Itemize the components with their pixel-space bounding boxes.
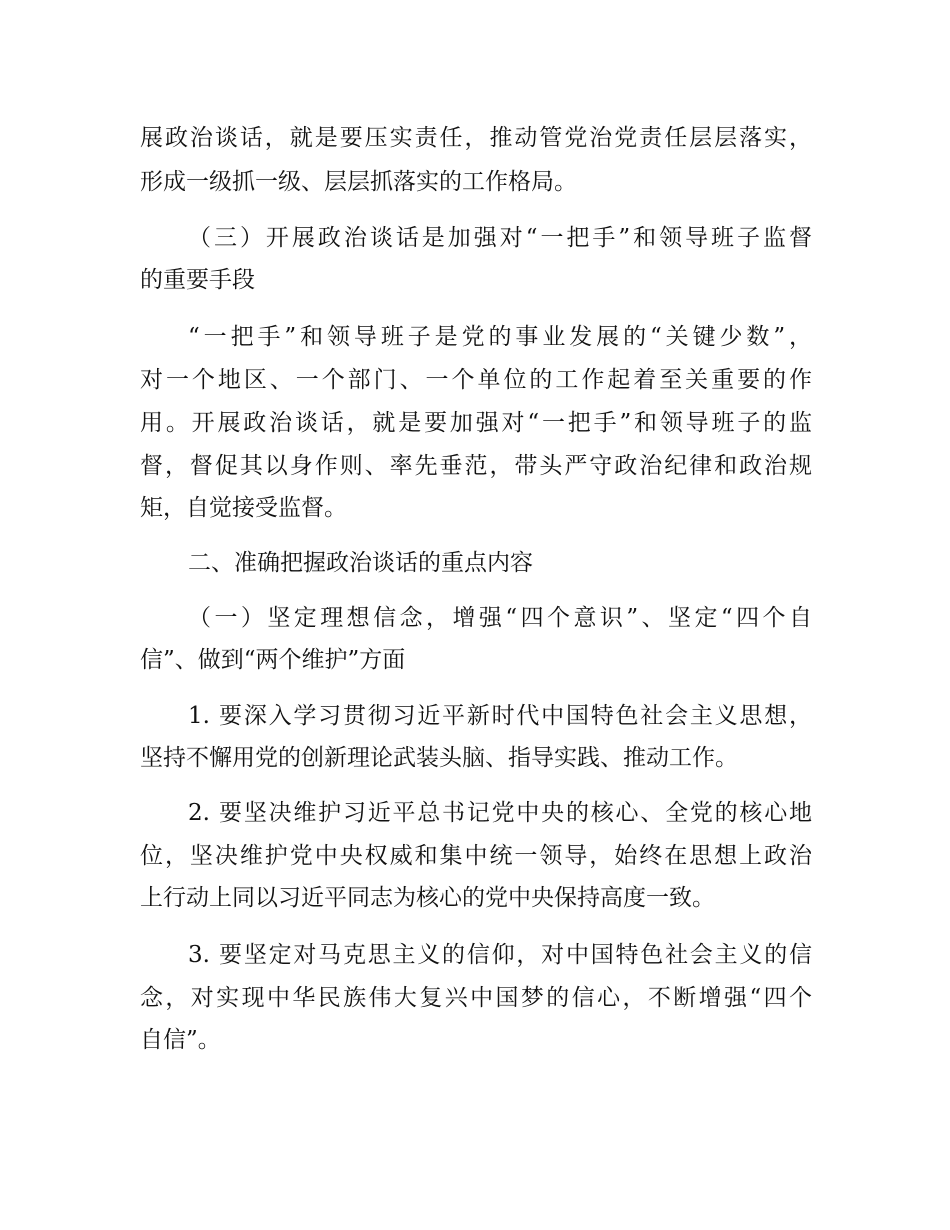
list-item-line: 3. 要坚定对马克思主义的信仰，对中国特色社会主义的信 — [188, 942, 812, 968]
paragraph-line: 矩，自觉接受监督。 — [140, 495, 347, 521]
section-heading: 的重要手段 — [140, 267, 255, 293]
paragraph-line: 形成一级抓一级、层层抓落实的工作格局。 — [140, 169, 577, 195]
paragraph-line: “一把手”和领导班子是党的事业发展的“关键少数”， — [188, 324, 812, 350]
paragraph-line: 用。开展政治谈话，就是要加强对“一把手”和领导班子的监 — [140, 410, 812, 436]
paragraph-line: 督，督促其以身作则、率先垂范，带头严守政治纪律和政治规 — [140, 453, 812, 479]
list-item-line: 坚持不懈用党的创新理论武装头脑、指导实践、推动工作。 — [140, 745, 738, 771]
paragraph-line: 展政治谈话，就是要压实责任，推动管党治党责任层层落实， — [140, 125, 812, 151]
paragraph-line: 对一个地区、一个部门、一个单位的工作起着至关重要的作 — [140, 367, 812, 393]
chapter-heading: 二、准确把握政治谈话的重点内容 — [188, 550, 533, 576]
list-item-line: 2. 要坚决维护习近平总书记党中央的核心、全党的核心地 — [188, 800, 812, 826]
list-item-line: 自信”。 — [140, 1027, 221, 1053]
section-heading: 信”、做到“两个维护”方面 — [140, 647, 406, 673]
list-item-line: 位，坚决维护党中央权威和集中统一领导，始终在思想上政治 — [140, 843, 812, 869]
list-item-line: 1. 要深入学习贯彻习近平新时代中国特色社会主义思想， — [188, 703, 812, 729]
list-item-line: 上行动上同以习近平同志为核心的党中央保持高度一致。 — [140, 885, 715, 911]
section-heading: （三）开展政治谈话是加强对“一把手”和领导班子监督 — [188, 225, 812, 251]
list-item-line: 念，对实现中华民族伟大复兴中国梦的信心，不断增强“四个 — [140, 985, 812, 1011]
section-heading: （一）坚定理想信念，增强“四个意识”、坚定“四个自 — [188, 605, 812, 631]
